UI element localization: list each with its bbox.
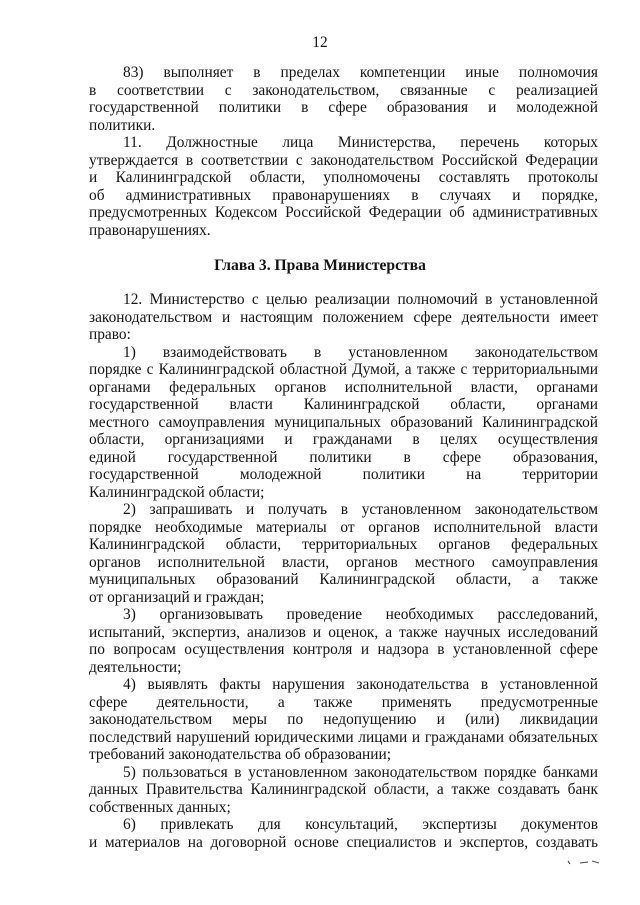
text-line: от организаций и граждан; <box>89 588 265 606</box>
text-line: 1) взаимодействовать в установленном законодательством <box>123 343 598 361</box>
text-line: 4) выявлять факты нарушения законодательства в установленной <box>123 676 598 693</box>
text-line: местного самоуправления муниципальных образований Калининградской <box>89 413 598 431</box>
text-line: данных Правительства Калининградской области, а также создавать банк <box>89 781 598 798</box>
text-line: последствий нарушений юридическими лицами и гражданами обязательных <box>89 728 598 746</box>
text-line: испытаний, экспертиз, анализов и оценок, а также научных исследований <box>89 623 598 641</box>
text-line: право: <box>89 326 131 343</box>
text-line: порядке с Калининградской областной Думой, а также с территориальными <box>89 361 598 378</box>
text-line: требований законодательства об образовании; <box>89 746 392 763</box>
text-line: 3) организовывать проведение необходимых расследований, <box>123 606 598 623</box>
scan-mark <box>566 858 602 866</box>
text-line: по вопросам осуществления контроля и надзора в установленной сфере <box>89 641 598 658</box>
text-line: 6) привлекать для консультаций, экспертизы документов <box>123 816 598 833</box>
text-line: правонарушениях. <box>89 221 211 239</box>
text-line: муниципальных образований Калининградской области, а также <box>89 571 598 588</box>
text-line: об административных правонарушениях в случаях и порядке, <box>89 186 598 204</box>
text-line: единой государственной политики в сфере образования, <box>89 448 598 466</box>
text-line: Калининградской области; <box>89 483 265 501</box>
text-line: 12. Министерство с целью реализации полномочий в установленной <box>123 291 598 308</box>
text-line: утверждается в соответствии с законодательством Российской Федерации <box>89 151 598 169</box>
text-line: политики. <box>89 116 156 134</box>
text-line: государственной власти Калининградской области, органами <box>89 396 598 413</box>
text-line: государственной политики в сфере образования и молодежной <box>89 99 598 116</box>
text-line: в соответствии с законодательством, связанные с реализацией <box>89 81 598 99</box>
text-line: государственной молодежной политики на территории <box>89 466 598 483</box>
text-line: и Калининградской области, уполномочены составлять протоколы <box>89 169 598 186</box>
text-line: собственных данных; <box>89 798 231 816</box>
text-line: и материалов на договорной основе специалистов и экспертов, создавать <box>89 833 598 851</box>
text-line: 11. Должностные лица Министерства, перечень которых <box>123 134 598 151</box>
text-line: предусмотренных Кодексом Российской Федерации об административных <box>89 204 598 221</box>
text-line: области, организациями и гражданами в целях осуществления <box>89 431 598 448</box>
text-line: органов исполнительной власти, органов местного самоуправления <box>89 553 598 571</box>
text-line: органами федеральных органов исполнительной власти, органами <box>89 378 598 396</box>
chapter-heading: Глава 3. Права Министерства <box>214 257 426 274</box>
text-line: деятельности; <box>89 658 182 676</box>
text-line: законодательством меры по недопущению и (или) ликвидации <box>89 711 598 728</box>
text-line: законодательством и настоящим положением сфере деятельности имеет <box>89 308 598 326</box>
text-line: 5) пользоваться в установленном законодательством порядке банками <box>123 763 598 781</box>
text-line: Калининградской области, территориальных органов федеральных <box>89 536 598 553</box>
text-line: сфере деятельности, а также применять предусмотренные <box>89 693 598 711</box>
text-line: 2) запрашивать и получать в установленном законодательством <box>123 501 598 518</box>
text-line: порядке необходимые материалы от органов исполнительной власти <box>89 518 598 536</box>
page-number: 12 <box>312 34 328 51</box>
text-line: 83) выполняет в пределах компетенции иные полномочия <box>123 64 598 81</box>
